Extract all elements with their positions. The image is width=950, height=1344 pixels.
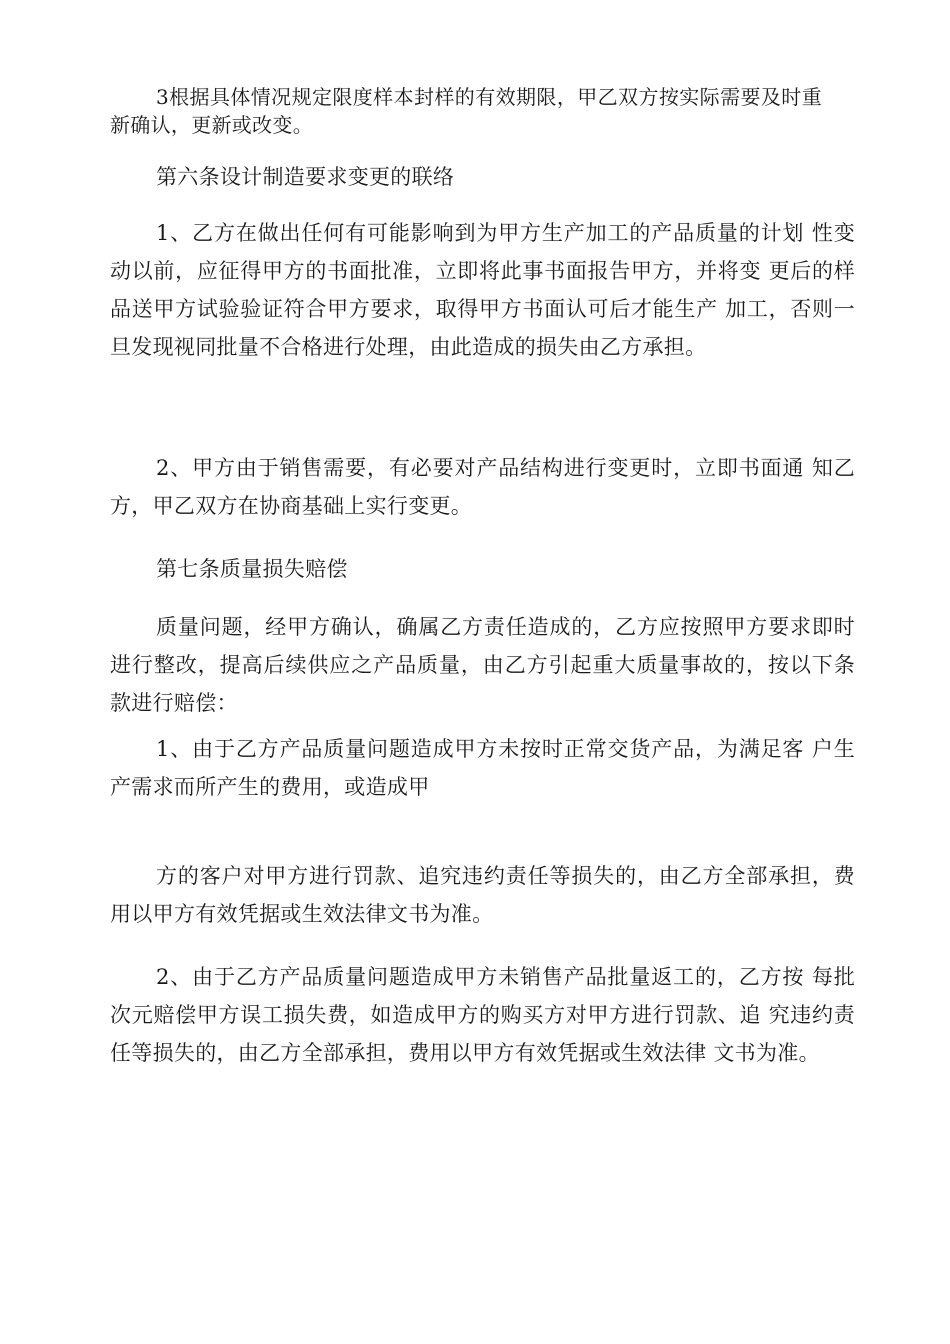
paragraph-7-1: 1、由于乙方产品质量问题造成甲方未按时正常交货产品，为满足客 户生产需求而所产生的费用，或造成甲	[110, 737, 855, 799]
paragraph-7-intro: 质量问题，经甲方确认，确属乙方责任造成的，乙方应按照甲方要求即时进行整改，提高后续供应之产品质量，由乙方引起重大质量事故的，按以下条款进行赔偿：	[110, 615, 855, 715]
paragraph-7-1-cont: 方的客户对甲方进行罚款、追究违约责任等损失的，由乙方全部承担，费用以甲方有效凭据或生效法律文书为准。	[110, 864, 855, 926]
paragraph-sample-validity: 3根据具体情况规定限度样本封样的有效期限，甲乙双方按实际需要及时重新确认，更新或改变。	[110, 85, 822, 137]
heading-article-6: 第六条设计制造要求变更的联络	[156, 165, 455, 189]
paragraph-6-2: 2、甲方由于销售需要，有必要对产品结构进行变更时，立即书面通 知乙方，甲乙双方在协商基础上实行变更。	[110, 456, 855, 518]
heading-article-7: 第七条质量损失赔偿	[156, 557, 348, 581]
paragraph-6-1: 1、乙方在做出任何有可能影响到为甲方生产加工的产品质量的计划 性变动以前，应征得甲方的书面批准，立即将此事书面报告甲方，并将变 更后的样品送甲方试验验证符合甲方要求，取得甲方书面认可后才能生产 加工，否则一旦发现视同批量不合格进行处理，由此造成的损失由乙方承担。	[110, 221, 855, 359]
paragraph-7-2: 2、由于乙方产品质量问题造成甲方未销售产品批量返工的，乙方按 每批次元赔偿甲方误工损失费，如造成甲方的购买方对甲方进行罚款、追 究违约责任等损失的，由乙方全部承担，费用以甲方有效凭据或生效法律 文书为准。	[110, 965, 855, 1065]
